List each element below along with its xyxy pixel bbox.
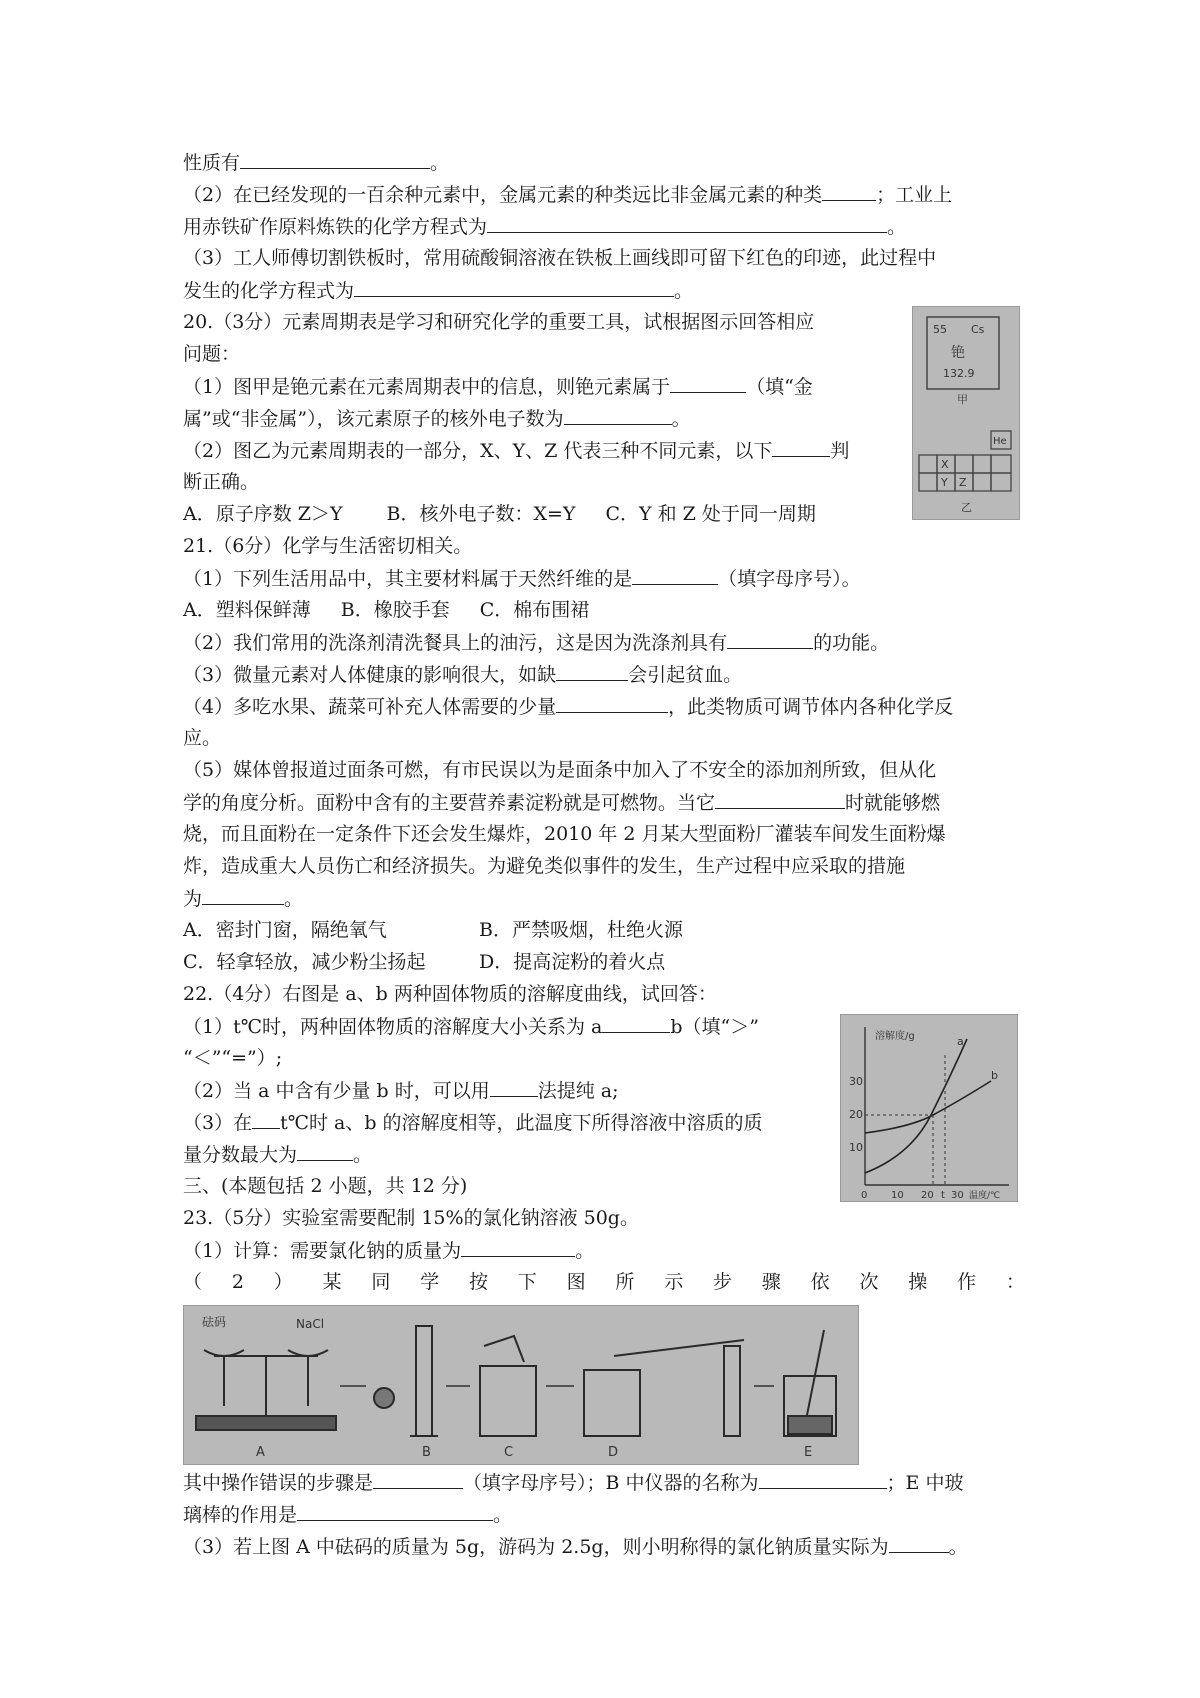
- q20-part1-line-2: [183, 406, 691, 431]
- q21-part5-line-3: [183, 822, 946, 846]
- q23-text: 其中操作错误的步骤是: [183, 1472, 374, 1494]
- step-label-a: A: [256, 1445, 265, 1460]
- step-label-b: B: [422, 1445, 431, 1460]
- q22-text: （2）当 a 中含有少量 b 时，可以用: [183, 1080, 490, 1102]
- x-tick: t: [941, 1190, 945, 1201]
- answer-blank[interactable]: [759, 1470, 887, 1489]
- spread-char: ）: [273, 1271, 293, 1293]
- q21-part5-line-5: [183, 886, 303, 911]
- option-b[interactable]: B．橡胶手套: [340, 599, 450, 621]
- q23-head: [183, 1206, 639, 1230]
- q20-head: [183, 310, 814, 334]
- beaker-c: [480, 1336, 536, 1436]
- option-d[interactable]: D．提高淀粉的着火点: [479, 951, 666, 973]
- q19-line-0: [183, 150, 449, 175]
- atomic-mass: 132.9: [943, 367, 975, 380]
- curve-a: [865, 1039, 967, 1173]
- q22-part2: [183, 1078, 619, 1103]
- nacl-label: NaCl: [296, 1317, 325, 1331]
- q19-text: 性质有: [183, 152, 241, 174]
- answer-blank[interactable]: [490, 1078, 538, 1097]
- q22-part3-line-2: [183, 1142, 372, 1167]
- q21-part4-line-2: [183, 726, 221, 750]
- spread-char: 步: [713, 1271, 733, 1293]
- q19-text: 用赤铁矿作原料炼铁的化学方程式为: [183, 216, 488, 238]
- q19-part2-line-1: [183, 182, 952, 207]
- spread-char: ：: [1005, 1271, 1025, 1293]
- option-b[interactable]: B．严禁吸烟，杜绝火源: [479, 919, 683, 941]
- spread-char: 依: [810, 1271, 830, 1293]
- q22-text: 。: [353, 1144, 373, 1166]
- q21-text: （3）微量元素对人体健康的影响很大，如缺: [183, 664, 557, 686]
- q22-head: [183, 982, 717, 1006]
- q23-part1: [183, 1238, 594, 1263]
- q22-part1-line-1: [183, 1014, 759, 1039]
- q21-text: 的功能。: [813, 632, 890, 654]
- answer-blank[interactable]: [373, 1470, 463, 1489]
- q23-text: 。: [493, 1504, 513, 1526]
- answer-blank[interactable]: [889, 1534, 949, 1553]
- q23-text: 璃棒的作用是: [183, 1504, 298, 1526]
- q20-text: （填“金: [746, 376, 813, 398]
- q20-text: 断正确。: [183, 471, 260, 493]
- periodic-table-figure: [912, 306, 1020, 520]
- q21-part4-line-1: [183, 694, 953, 719]
- q19-part2-line-2: [183, 214, 906, 239]
- he-label: He: [993, 436, 1007, 447]
- element-symbol: Cs: [971, 323, 985, 336]
- spread-char: 示: [664, 1271, 684, 1293]
- q23-part3: [183, 1534, 968, 1559]
- q20-text: 判: [830, 440, 850, 462]
- curve-b: [865, 1081, 991, 1133]
- q20-part1-line-1: [183, 374, 813, 399]
- option-a[interactable]: A．密封门窗，隔绝氧气: [183, 919, 387, 941]
- q23-part2-spread-line: [183, 1270, 1025, 1294]
- q22-text: 量分数最大为: [183, 1144, 298, 1166]
- beaker-d: [584, 1340, 744, 1436]
- q19-text: （3）工人师傅切割铁板时，常用硫酸铜溶液在铁板上画线即可留下红色的印迹，此过程中: [183, 247, 937, 269]
- q23-text: （1）计算：需要氯化钠的质量为: [183, 1240, 462, 1262]
- q20-part2-line-2: [183, 470, 259, 494]
- q21-head: [183, 534, 472, 558]
- q21-part5-line-2: [183, 790, 940, 815]
- answer-blank[interactable]: [556, 662, 628, 681]
- spread-char: 次: [859, 1271, 879, 1293]
- answer-blank[interactable]: [297, 1502, 493, 1521]
- q19-text: 。: [430, 152, 450, 174]
- spread-char: 下: [517, 1271, 537, 1293]
- answer-blank[interactable]: [461, 1238, 575, 1257]
- answer-blank[interactable]: [564, 406, 672, 425]
- x-tick: 10: [891, 1190, 904, 1201]
- q23-part2-line-1: [183, 1470, 963, 1495]
- option-a[interactable]: A．塑料保鲜薄: [183, 599, 311, 621]
- q21-text: ，此类物质可调节体内各种化学反: [668, 696, 954, 718]
- answer-blank[interactable]: [487, 214, 887, 233]
- q21-text: 学的角度分析。面粉中含有的主要营养素淀粉就是可燃物。当它: [183, 792, 716, 814]
- q21-text: 烧，而且面粉在一定条件下还会发生爆炸，2010 年 2 月某大型面粉厂灌装车间发生面粉爆: [183, 823, 946, 845]
- q19-text: （2）在已经发现的一百余种元素中，金属元素的种类远比非金属元素的种类: [183, 184, 823, 206]
- option-a[interactable]: A．原子序数 Z＞Y: [183, 503, 343, 525]
- y-tick: 10: [849, 1141, 863, 1154]
- q20-text: 属”或“非金属”），该元素原子的核外电子数为: [183, 408, 564, 430]
- q23-part2-line-2: [183, 1502, 512, 1527]
- q19-text: ；工业上: [876, 184, 953, 206]
- curve-b-label: b: [991, 1069, 998, 1082]
- spread-char: 所: [615, 1271, 635, 1293]
- q19-text: 。: [887, 216, 907, 238]
- section-3-head: [183, 1174, 467, 1198]
- balance-scale: [196, 1350, 336, 1430]
- answer-blank[interactable]: [715, 790, 845, 809]
- q23-text: ；E 中玻: [886, 1472, 964, 1494]
- q22-text: （1）t℃时，两种固体物质的溶解度大小关系为 a: [183, 1016, 603, 1038]
- spread-char: 学: [420, 1271, 440, 1293]
- q20-text: 问题：: [183, 343, 241, 365]
- beaker-e: [784, 1330, 836, 1436]
- section-title: 三、(本题包括 2 小题，共 12 分): [183, 1175, 468, 1197]
- q22-text: “＜”“=”）;: [183, 1047, 283, 1069]
- answer-blank[interactable]: [354, 278, 674, 297]
- q23-text: 23.（5分）实验室需要配制 15%的氯化钠溶液 50g。: [183, 1207, 639, 1229]
- spread-char: 某: [322, 1271, 342, 1293]
- q22-part1-line-2: [183, 1046, 282, 1070]
- q20-part2-line-1: [183, 438, 849, 463]
- cell-z-label: Z: [959, 476, 967, 489]
- q21-text: （5）媒体曾报道过面条可燃，有市民误以为是面条中加入了不安全的添加剂所致，但从化: [183, 759, 937, 781]
- q22-text: 22.（4分）右图是 a、b 两种固体物质的溶解度曲线，试回答：: [183, 983, 717, 1005]
- option-c[interactable]: C．轻拿轻放，减少粉尘扬起: [183, 951, 426, 973]
- q22-part3-line-1: [183, 1110, 763, 1135]
- q21-part5-line-4: [183, 854, 905, 878]
- q21-text: 炸，造成重大人员伤亡和经济损失。为避免类似事件的发生，生产过程中应采取的措施: [183, 855, 906, 877]
- spread-char: 作: [957, 1271, 977, 1293]
- solubility-curve-figure: [840, 1014, 1018, 1202]
- cell-x-label: X: [941, 458, 949, 471]
- experiment-steps-figure: [183, 1305, 859, 1465]
- q20-text: 。: [671, 408, 691, 430]
- q21-part5-line-1: [183, 758, 936, 782]
- q23-text: 。: [948, 1536, 968, 1558]
- q22-text: 法提纯 a;: [537, 1080, 619, 1102]
- spread-char: 骤: [761, 1271, 781, 1293]
- figure-caption-yi: 乙: [961, 501, 972, 514]
- curve-a-label: a: [957, 1035, 964, 1048]
- atomic-number: 55: [933, 323, 947, 336]
- y-axis-label: 溶解度/g: [875, 1031, 915, 1042]
- step-label-e: E: [804, 1445, 813, 1460]
- q21-part3: [183, 662, 742, 687]
- option-c[interactable]: C．棉布围裙: [479, 599, 590, 621]
- step-label-c: C: [504, 1445, 514, 1460]
- x-axis-label: 温度/℃: [969, 1191, 1001, 1201]
- q20-text: （1）图甲是铯元素在元素周期表中的信息，则铯元素属于: [183, 376, 671, 398]
- q21-text: 21.（6分）化学与生活密切相关。: [183, 535, 473, 557]
- graduated-cylinder: [374, 1326, 438, 1436]
- q20-text: 20.（3分）元素周期表是学习和研究化学的重要工具，试根据图示回答相应: [183, 311, 815, 333]
- element-name: 铯: [951, 345, 965, 361]
- answer-blank[interactable]: [670, 374, 746, 393]
- q21-text: （1）下列生活用品中，其主要材料属于天然纤维的是: [183, 568, 633, 590]
- q21-text: （2）我们常用的洗涤剂清洗餐具上的油污，这是因为洗涤剂具有: [183, 632, 728, 654]
- q20-text: （2）图乙为元素周期表的一部分，X、Y、Z 代表三种不同元素，以下: [183, 440, 773, 462]
- answer-blank[interactable]: [822, 182, 876, 201]
- q21-part5-options-2: [183, 950, 665, 974]
- answer-blank[interactable]: [252, 1110, 280, 1129]
- q21-part1: [183, 566, 861, 591]
- q21-text: 会引起贫血。: [628, 664, 743, 686]
- q21-part1-options: [183, 598, 589, 622]
- option-c[interactable]: C．Y 和 Z 处于同一周期: [605, 503, 816, 525]
- q20-options: [183, 502, 816, 526]
- q22-text: （3）在: [183, 1112, 253, 1134]
- figure-caption-jia: 甲: [957, 393, 968, 406]
- spread-char: 2: [231, 1271, 244, 1293]
- q19-part3-line-2: [183, 278, 693, 303]
- q19-part3-line-1: [183, 246, 936, 270]
- q21-part2: [183, 630, 889, 655]
- q20-head-2: [183, 342, 240, 366]
- q23-text: （3）若上图 A 中砝码的质量为 5g，游码为 2.5g，则小明称得的氯化钠质量实际为: [183, 1536, 889, 1558]
- spread-char: （: [183, 1271, 203, 1293]
- q21-part5-options-1: [183, 918, 683, 942]
- option-b[interactable]: B．核外电子数：X=Y: [386, 503, 576, 525]
- answer-blank[interactable]: [240, 150, 430, 169]
- q21-text: 为: [183, 888, 203, 910]
- answer-blank[interactable]: [727, 630, 813, 649]
- y-tick: 30: [849, 1075, 863, 1088]
- spread-char: 图: [566, 1271, 586, 1293]
- answer-blank[interactable]: [602, 1014, 670, 1033]
- q22-text: t℃时 a、b 的溶解度相等，此温度下所得溶液中溶质的质: [280, 1112, 763, 1134]
- answer-blank[interactable]: [556, 694, 668, 713]
- q21-text: 。: [284, 888, 304, 910]
- q21-text: 时就能够燃: [845, 792, 941, 814]
- q21-text: （填字母序号）。: [718, 568, 861, 590]
- spread-char: 按: [468, 1271, 488, 1293]
- q23-text: （填字母序号）；B 中仪器的名称为: [463, 1472, 759, 1494]
- weight-label: 砝码: [202, 1315, 227, 1329]
- q19-text: 。: [674, 280, 694, 302]
- step-label-d: D: [608, 1445, 619, 1460]
- q21-text: （4）多吃水果、蔬菜可补充人体需要的少量: [183, 696, 557, 718]
- answer-blank[interactable]: [202, 886, 284, 905]
- answer-blank[interactable]: [297, 1142, 353, 1161]
- x-tick: 0: [861, 1190, 868, 1201]
- q21-text: 应。: [183, 727, 222, 749]
- answer-blank[interactable]: [632, 566, 718, 585]
- spread-char: 同: [371, 1271, 391, 1293]
- spread-char: 操: [908, 1271, 928, 1293]
- answer-blank[interactable]: [772, 438, 830, 457]
- x-tick: 30: [951, 1190, 964, 1201]
- cell-y-label: Y: [941, 476, 948, 489]
- q23-text: 。: [575, 1240, 595, 1262]
- x-tick: 20: [921, 1190, 934, 1201]
- q19-text: 发生的化学方程式为: [183, 280, 355, 302]
- y-tick: 20: [849, 1108, 863, 1121]
- q22-text: b（填“＞”: [670, 1016, 759, 1038]
